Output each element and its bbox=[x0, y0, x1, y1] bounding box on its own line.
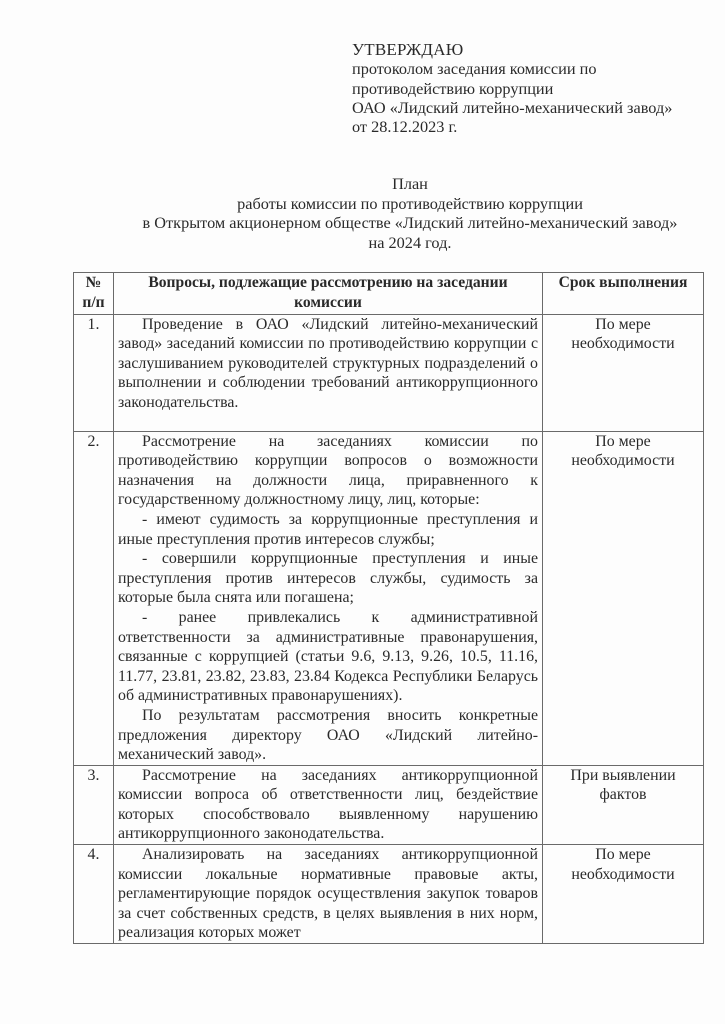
row-term bbox=[543, 314, 704, 431]
term-line: необходимости bbox=[571, 865, 675, 883]
plan-table bbox=[73, 272, 704, 944]
term-line: При выявлении bbox=[570, 766, 676, 784]
header-num: № п/п bbox=[74, 273, 114, 315]
question-paragraph: По результатам рассмотрения вносить конкретные предложения директору ОАО «Лидский литейно-механический завод». bbox=[118, 706, 538, 764]
question-list-item: - ранее привлекались к административной ответственности за административные правонарушения, связанные с коррупцией (статьи 9.6, 9.13, 9.26, 10.5, 11.16, 11.77, 23.81, 23.82, 23.83, 23.84 Кодекса Республики Беларусь об административных правонарушениях). bbox=[118, 608, 538, 705]
title-line: на 2024 год. bbox=[368, 232, 452, 252]
title-line: План bbox=[392, 174, 428, 193]
table-row bbox=[74, 314, 704, 431]
row-question bbox=[114, 314, 543, 431]
approval-line: протоколом заседания комиссии по bbox=[352, 59, 597, 79]
header-term: Срок выполнения bbox=[543, 273, 704, 315]
title-line: в Открытом акционерном обществе «Лидский литейно-механический завод» bbox=[142, 213, 678, 232]
question-list-item: - совершили коррупционные преступления и иные преступления против интересов службы, судимость за которые была снята или погашена; bbox=[118, 550, 538, 607]
term-line: фактов bbox=[599, 786, 647, 804]
term-line: По мере bbox=[595, 315, 651, 333]
term-line: необходимости bbox=[571, 452, 675, 470]
row-term bbox=[543, 845, 704, 944]
question-paragraph: Рассмотрение на заседаниях антикоррупционной комиссии вопроса об ответственности лиц, бездействие которых способствовало выявленному нарушению антикоррупционного законодательства. bbox=[118, 766, 538, 843]
row-num: 3. bbox=[74, 765, 114, 844]
approval-line: ОАО «Лидский литейно-механический завод» bbox=[352, 97, 673, 117]
row-question bbox=[114, 765, 543, 844]
approval-heading: УТВЕРЖДАЮ bbox=[352, 40, 464, 59]
row-question bbox=[114, 431, 543, 765]
document-title bbox=[100, 174, 720, 252]
question-paragraph: Анализировать на заседаниях антикоррупционной комиссии локальные нормативные правовые акты, регламентирующие порядок осуществления закупок товаров за счет собственных средств, в целях выявления в них норм, реализация которых может bbox=[118, 846, 538, 942]
table-row bbox=[74, 845, 704, 944]
table-row bbox=[74, 765, 704, 844]
row-term bbox=[543, 765, 704, 844]
question-list-item: - имеют судимость за коррупционные преступления и иные преступления против интересов службы; bbox=[118, 510, 538, 548]
approval-date: от 28.12.2023 г. bbox=[352, 117, 458, 137]
row-question bbox=[114, 845, 543, 944]
row-num: 1. bbox=[74, 314, 114, 431]
title-line: работы комиссии по противодействию коррупции bbox=[237, 193, 583, 213]
question-paragraph: Рассмотрение на заседаниях комиссии по противодействию коррупции вопросов о возможности назначения на должности лица, приравненного к государственному должностному лицу, лиц, которые: bbox=[118, 432, 538, 509]
term-line: По мере bbox=[595, 432, 651, 450]
table-header-row bbox=[74, 273, 704, 315]
term-line: По мере bbox=[595, 846, 651, 864]
header-question: Вопросы, подлежащие рассмотрению на заседании комиссии bbox=[114, 273, 543, 315]
row-term bbox=[543, 431, 704, 765]
question-paragraph: Проведение в ОАО «Лидский литейно-механический завод» заседаний комиссии по противодействию коррупции с заслушиванием руководителей структурных подразделений о выполнении и соблюдении требований антикоррупционного законодательства. bbox=[118, 315, 538, 411]
table-row bbox=[74, 431, 704, 765]
approval-block bbox=[352, 40, 672, 136]
row-num: 2. bbox=[74, 431, 114, 765]
term-line: необходимости bbox=[571, 335, 675, 353]
approval-line: противодействию коррупции bbox=[352, 78, 554, 98]
row-num: 4. bbox=[74, 845, 114, 944]
